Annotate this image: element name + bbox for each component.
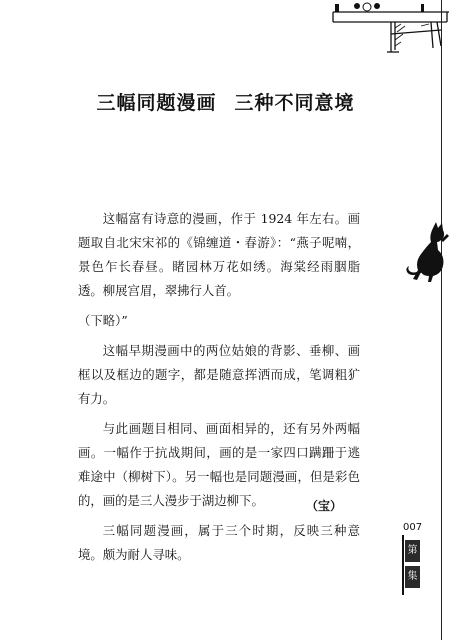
title-part-2: 三种不同意境 <box>234 92 355 114</box>
cat-illustration <box>403 222 451 292</box>
side-tab-divider <box>402 535 404 595</box>
page-number: 007 <box>403 522 423 533</box>
paragraph: 三幅同题漫画，属于三个时期，反映三种意境。颇为耐人寻味。 <box>78 523 360 562</box>
author-signature: （宝） <box>306 499 343 513</box>
side-tab-2: 集 <box>405 566 420 588</box>
article-body <box>78 207 360 573</box>
paragraph: （下略）” <box>78 313 128 328</box>
paragraph: 与此画题目相同、画面相异的，还有另外两幅画。一幅作于抗战期间，画的是一家四口蹒跚于逃难途中（柳树下）。另一幅也是同题漫画，但是彩色的，画的是三人漫步于湖边柳下。 <box>78 421 360 508</box>
paragraph: 这幅富有诗意的漫画，作于 1924 年左右。画题取自北宋宋祁的《锦缠道・春游》：“燕子呢喃，景色乍长春昼。睹园林万花如绣。海棠经雨胭脂透。柳展宫眉，翠拂行人首。 <box>78 211 360 298</box>
table-illustration <box>331 0 451 60</box>
side-tab-1: 第 <box>405 540 420 562</box>
title-part-1: 三幅同题漫画 <box>96 92 217 114</box>
paragraph: 这幅早期漫画中的两位姑娘的背影、垂柳、画框以及框边的题字，都是随意挥洒而成，笔调粗犷有力。 <box>78 343 360 406</box>
page-title <box>0 88 451 115</box>
